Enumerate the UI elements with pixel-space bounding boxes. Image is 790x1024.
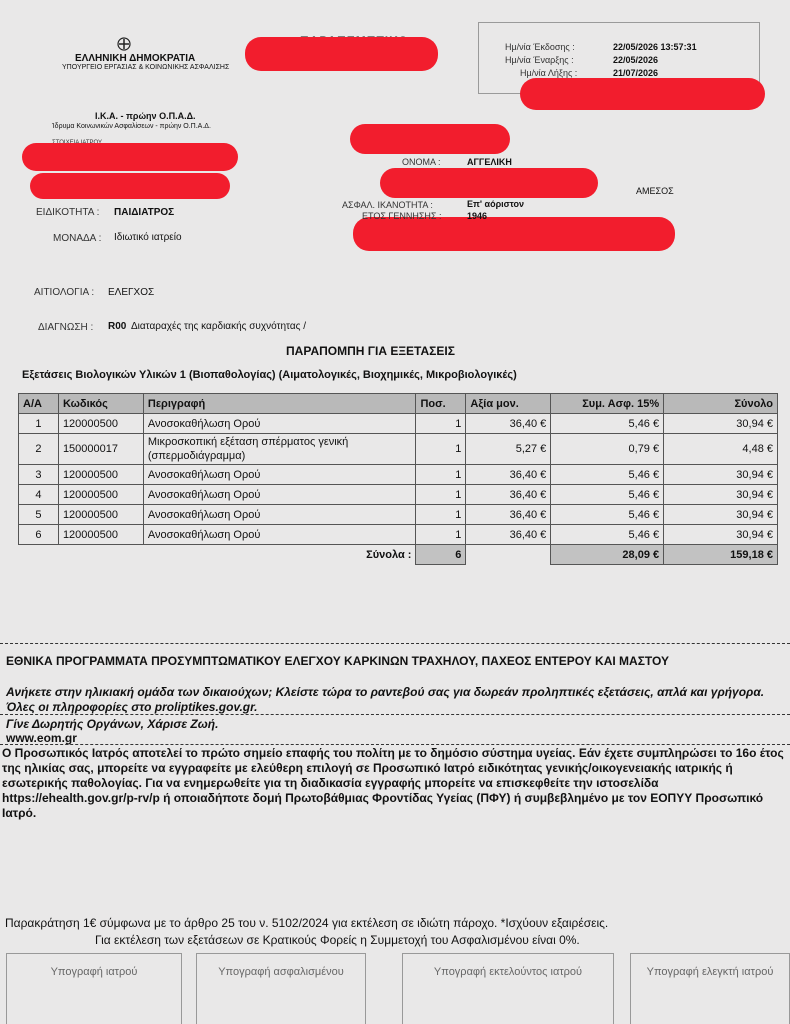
table-row (19, 414, 778, 434)
expiry-date-label: Ημ/νία Λήξης : (520, 68, 578, 78)
totals-row (19, 545, 778, 565)
diagnosis-code: R00 (108, 321, 127, 332)
row-description (143, 434, 416, 465)
col-header-share: Συμ. Ασφ. 15% (551, 394, 664, 414)
row-code: 120000500 (58, 525, 143, 545)
row-code: 150000017 (58, 434, 143, 465)
table-row (19, 505, 778, 525)
donor-text: Γίνε Δωρητής Οργάνων, Χάρισε Ζωή. (6, 717, 219, 731)
col-header-aa: Α/Α (19, 394, 59, 414)
row-aa: 4 (19, 485, 59, 505)
col-header-unit-price: Αξία μον. (466, 394, 551, 414)
row-share: 5,46 € (551, 465, 664, 485)
donor-url[interactable]: www.eom.gr (6, 731, 77, 745)
totals-spacer (466, 545, 551, 565)
row-share: 0,79 € (551, 434, 664, 465)
row-unit-price: 36,40 € (466, 465, 551, 485)
specialty-value: ΠΑΙΔΙΑΤΡΟΣ (114, 207, 175, 218)
row-code: 120000500 (58, 505, 143, 525)
issue-date-label: Ημ/νία Έκδοσης : (505, 42, 575, 52)
table-row (19, 434, 778, 465)
birth-year-value: 1946 (467, 211, 488, 221)
name-value: ΑΓΓΕΛΙΚΗ (467, 157, 512, 167)
row-code: 120000500 (58, 414, 143, 434)
row-total: 30,94 € (664, 525, 778, 545)
row-description: Ανοσοκαθήλωση Ορού (143, 414, 416, 434)
totals-share: 28,09 € (551, 545, 664, 565)
row-qty: 1 (416, 525, 466, 545)
expiry-date-value: 21/07/2026 (613, 68, 659, 78)
row-code: 120000500 (58, 485, 143, 505)
table-header-row (19, 394, 778, 414)
divider (0, 643, 790, 644)
row-aa: 2 (19, 434, 59, 465)
row-total: 30,94 € (664, 505, 778, 525)
unit-label: ΜΟΝΑΔΑ : (53, 233, 102, 244)
row-total: 30,94 € (664, 485, 778, 505)
exam-category: Εξετάσεις Βιολογικών Υλικών 1 (Βιοπαθολογίας) (Αιματολογικές, Βιοχημικές, Μικροβιολογικές) (22, 369, 517, 381)
row-description-line2: (σπερμοδιάγραμμα) (147, 450, 246, 462)
reason-label: ΑΙΤΙΟΛΟΓΙΑ : (34, 287, 95, 298)
row-unit-price: 5,27 € (466, 434, 551, 465)
row-share: 5,46 € (551, 414, 664, 434)
diagnosis-value: Διαταραχές της καρδιακής συχνότητας / (131, 321, 307, 332)
name-label: ΟΝΟΜΑ : (402, 157, 441, 167)
row-total: 30,94 € (664, 465, 778, 485)
col-header-total: Σύνολο (664, 394, 778, 414)
footer-line1: Παρακράτηση 1€ σύμφωνα με το άρθρο 25 του ν. 5102/2024 για εκτέλεση σε ιδιώτη πάροχο. *Ισχύουν εξαιρέσεις. (5, 916, 609, 930)
row-qty: 1 (416, 505, 466, 525)
row-total: 30,94 € (664, 414, 778, 434)
reason-value: ΕΛΕΓΧΟΣ (108, 287, 155, 298)
personal-doctor-text: Ο Προσωπικός Ιατρός αποτελεί το πρώτο σημείο επαφής του πολίτη με το δημόσιο σύστημα υγείας. Εάν έχετε συμπληρώσει το 16ο έτος της ηλικίας σας, μπορείτε να εγγραφείτε με ελεύθερη επιλογή σε Προσωπικό Ιατρό ειδικότητας γενικής/οικογενειακής ιατρικής ή εσωτερικής παθολογίας. Για να ενημερωθείτε για τη διαδικασία εγγραφής μπορείτε να επισκεφθείτε την ιστοσελίδα https://ehealth.gov.gr/p-rv/p ή οποιαδήποτε δομή Πρωτοβάθμιας Φροντίδας Υγείας (ΠΦΥ) ή συμβεβλημένο με τον ΕΟΠΥΥ Προσωπικό Ιατρό. (2, 746, 784, 820)
row-qty: 1 (416, 434, 466, 465)
row-qty: 1 (416, 485, 466, 505)
redaction (22, 143, 238, 171)
row-unit-price: 36,40 € (466, 525, 551, 545)
start-date-label: Ημ/νία Έναρξης : (505, 55, 574, 65)
footer-line2: Για εκτέλεση των εξετάσεων σε Κρατικούς Φορείς η Συμμετοχή του Ασφαλισμένου είναι 0%. (95, 933, 580, 947)
col-header-qty: Ποσ. (416, 394, 466, 414)
redaction (353, 217, 675, 251)
cancer-program-text: Ανήκετε στην ηλικιακή ομάδα των δικαιούχων; Κλείστε τώρα το ραντεβού σας για δωρεάν προληπτικές εξετάσεις, απλά και γρήγορα. Όλες οι πληροφορίες στο proliptikes.gov.gr. (6, 685, 765, 714)
table-row (19, 465, 778, 485)
org-full-title: Ίδρυμα Κοινωνικών Ασφαλίσεων - πρώην Ο.Π.Α.Δ. (52, 123, 211, 130)
row-description: Ανοσοκαθήλωση Ορού (143, 465, 416, 485)
row-aa: 5 (19, 505, 59, 525)
divider (0, 714, 790, 715)
row-qty: 1 (416, 414, 466, 434)
auditor-signature-box: Υπογραφή ελεγκτή ιατρού (630, 953, 790, 1024)
redaction (30, 173, 230, 199)
row-share: 5,46 € (551, 525, 664, 545)
col-header-description: Περιγραφή (143, 394, 416, 414)
redaction (380, 168, 598, 198)
divider (0, 744, 790, 745)
totals-qty: 6 (416, 545, 466, 565)
row-share: 5,46 € (551, 485, 664, 505)
country-title: ΕΛΛΗΝΙΚΗ ΔΗΜΟΚΡΑΤΙΑ (75, 53, 196, 64)
row-unit-price: 36,40 € (466, 505, 551, 525)
totals-label: Σύνολα : (366, 548, 412, 561)
row-description: Ανοσοκαθήλωση Ορού (143, 485, 416, 505)
greek-emblem-icon (117, 37, 131, 51)
executing-doctor-signature-box: Υπογραφή εκτελούντος ιατρού (402, 953, 614, 1024)
section-title: ΠΑΡΑΠΟΜΠΗ ΓΙΑ ΕΞΕΤΑΣΕΙΣ (286, 344, 455, 358)
specialty-label: ΕΙΔΙΚΟΤΗΤΑ : (36, 207, 100, 218)
col-header-code: Κωδικός (58, 394, 143, 414)
org-title: Ι.Κ.Α. - πρώην Ο.Π.Α.Δ. (95, 111, 196, 121)
row-description: Ανοσοκαθήλωση Ορού (143, 525, 416, 545)
redaction (520, 78, 765, 110)
row-code: 120000500 (58, 465, 143, 485)
row-unit-price: 36,40 € (466, 414, 551, 434)
totals-total: 159,18 € (664, 545, 778, 565)
row-aa: 1 (19, 414, 59, 434)
exams-table (18, 393, 778, 565)
issue-date-value: 22/05/2026 13:57:31 (613, 42, 697, 52)
insurance-value: Επ' αόριστον (467, 199, 525, 209)
row-description-line1: Μικροσκοπική εξέταση σπέρματος γενική (147, 436, 349, 448)
start-date-value: 22/05/2026 (613, 55, 659, 65)
row-unit-price: 36,40 € (466, 485, 551, 505)
row-share: 5,46 € (551, 505, 664, 525)
row-total: 4,48 € (664, 434, 778, 465)
redaction (350, 124, 510, 154)
insured-signature-box: Υπογραφή ασφαλισμένου (196, 953, 366, 1024)
redaction (245, 37, 438, 71)
row-description: Ανοσοκαθήλωση Ορού (143, 505, 416, 525)
doctor-signature-box: Υπογραφή ιατρού (6, 953, 182, 1024)
row-aa: 6 (19, 525, 59, 545)
ministry-title: ΥΠΟΥΡΓΕΙΟ ΕΡΓΑΣΙΑΣ & ΚΟΙΝΩΝΙΚΗΣ ΑΣΦΑΛΙΣΗΣ (62, 64, 230, 71)
unit-value: Ιδιωτικό ιατρείο (114, 232, 182, 243)
table-row (19, 525, 778, 545)
diagnosis-label: ΔΙΑΓΝΩΣΗ : (38, 322, 94, 333)
row-qty: 1 (416, 465, 466, 485)
row-aa: 3 (19, 465, 59, 485)
table-row (19, 485, 778, 505)
birth-year-label: ΕΤΟΣ ΓΕΝΝΗΣΗΣ : (362, 211, 442, 221)
direct-label: ΑΜΕΣΟΣ (636, 186, 674, 196)
insurance-label: ΑΣΦΑΛ. ΙΚΑΝΟΤΗΤΑ : (342, 200, 433, 210)
cancer-program-title: ΕΘΝΙΚΑ ΠΡΟΓΡΑΜΜΑΤΑ ΠΡΟΣΥΜΠΤΩΜΑΤΙΚΟΥ ΕΛΕΓΧΟΥ ΚΑΡΚΙΝΩΝ ΤΡΑΧΗΛΟΥ, ΠΑΧΕΟΣ ΕΝΤΕΡΟΥ ΚΑΙ ΜΑΣΤΟΥ (6, 654, 670, 668)
